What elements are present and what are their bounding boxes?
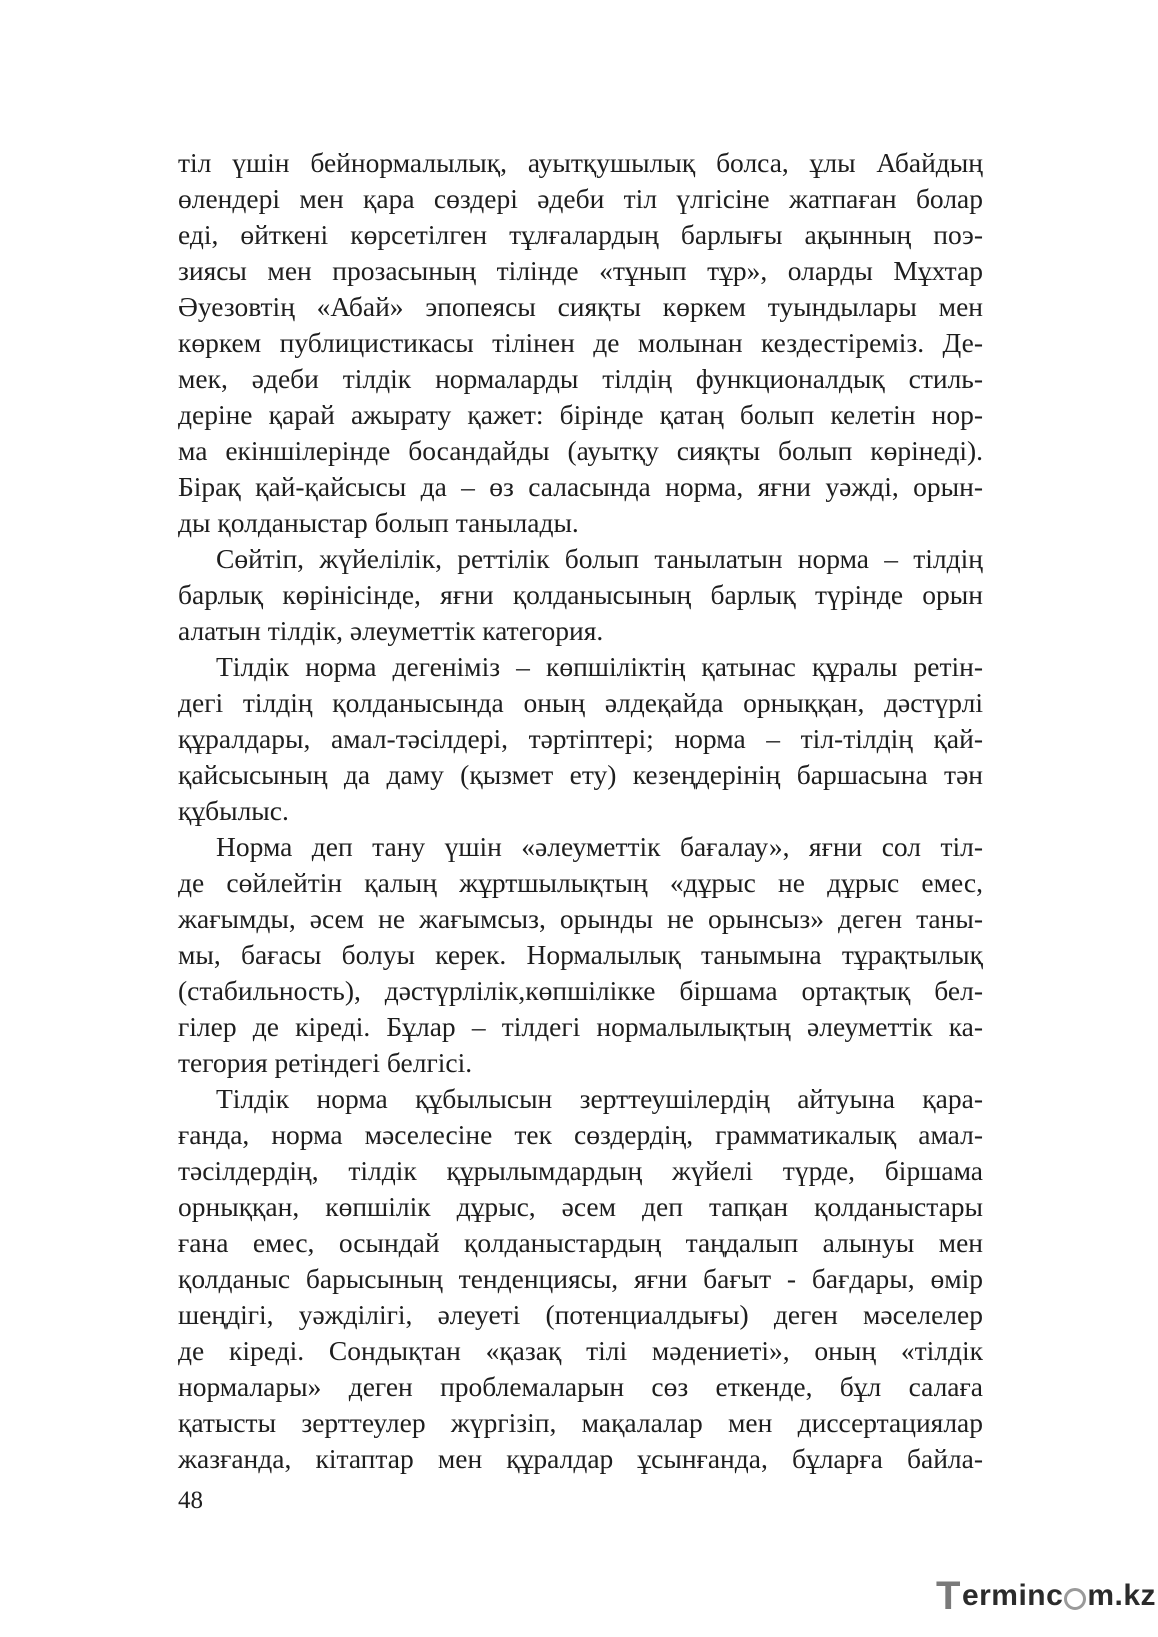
text-line: қайсысының да даму (қызмет ету) кезеңдерінің баршасына тән xyxy=(178,759,983,790)
text-line: тегория ретіндегі белгісі. xyxy=(178,1047,473,1078)
text-line: ма екіншілерінде босандайды (ауытқу сияқты болып көрінеді). xyxy=(178,435,983,466)
text-line: гілер де кіреді. Бұлар – тілдегі нормалылықтың әлеуметтік ка- xyxy=(178,1011,983,1042)
text-line: Тілдік норма құбылысын зерттеушілердің айтуына қара- xyxy=(216,1083,983,1114)
text-line: мы, бағасы болуы керек. Нормалылық танымына тұрақтылық xyxy=(178,939,983,970)
text-line: құралдары, амал-тәсілдері, тәртіптері; норма – тіл-тілдің қай- xyxy=(178,723,983,754)
paragraph xyxy=(178,541,983,649)
magnifier-icon xyxy=(1064,1588,1086,1610)
text-line: қолданыс барысының тенденциясы, яғни бағыт - бағдары, өмір xyxy=(178,1263,983,1294)
text-line: барлық көрінісінде, яғни қолданысының барлық түрінде орын xyxy=(178,579,983,610)
paragraph xyxy=(178,1081,983,1477)
page-number: 48 xyxy=(178,1487,203,1514)
text-line: ғана емес, осындай қолданыстардың таңдалып алынуы мен xyxy=(178,1227,983,1258)
text-line: ды қолданыстар болып танылады. xyxy=(178,507,579,538)
paragraph xyxy=(178,145,983,541)
text-line: жазғанда, кітаптар мен құралдар ұсынғанда, бұларға байла- xyxy=(178,1443,983,1474)
text-line: нормалары» деген проблемаларын сөз еткенде, бұл салаға xyxy=(178,1371,983,1402)
body-text xyxy=(178,145,983,1477)
text-line: өлендері мен қара сөздері әдеби тіл үлгісіне жатпаған болар xyxy=(178,183,983,214)
text-line: көркем публицистикасы тілінен де молынан кездестіреміз. Де- xyxy=(178,327,983,358)
text-line: құбылыс. xyxy=(178,795,289,826)
text-line: деріне қарай ажырату қажет: бірінде қатаң болып келетін нор- xyxy=(178,399,983,430)
paragraph xyxy=(178,649,983,829)
text-line: (стабильность), дәстүрлілік,көпшілікке біршама ортақтық бел- xyxy=(178,975,983,1006)
text-line: Норма деп тану үшін «әлеуметтік бағалау», яғни сол тіл- xyxy=(216,831,983,862)
termincom-watermark-logo xyxy=(936,1574,1156,1618)
text-line: мек, әдеби тілдік нормаларды тілдің функционалдық стиль- xyxy=(178,363,983,394)
text-line: дегі тілдің қолданысында оның әлдеқайда орныққан, дәстүрлі xyxy=(178,687,983,718)
text-line: Тілдік норма дегеніміз – көпшіліктің қатынас құралы ретін- xyxy=(216,651,983,682)
text-line: тәсілдердің, тілдік құрылымдардың жүйелі түрде, біршама xyxy=(178,1155,983,1186)
text-line: алатын тілдік, әлеуметтік категория. xyxy=(178,615,604,646)
text-line: Әуезовтің «Абай» эпопеясы сияқты көркем туындылары мен xyxy=(178,291,983,322)
text-line: Сөйтіп, жүйелілік, реттілік болып танылатын норма – тілдің xyxy=(216,543,983,574)
watermark-domain: m.kz xyxy=(1087,1579,1157,1612)
text-line: шеңдігі, уәжділігі, әлеуеті (потенциалдығы) деген мәселелер xyxy=(178,1299,983,1330)
watermark-text: erminc xyxy=(961,1579,1064,1612)
watermark-letter: T xyxy=(936,1573,961,1618)
text-line: де кіреді. Сондықтан «қазақ тілі мәдениеті», оның «тілдік xyxy=(178,1335,983,1366)
text-line: орныққан, көпшілік дұрыс, әсем деп тапқан қолданыстары xyxy=(178,1191,983,1222)
paragraph xyxy=(178,829,983,1081)
text-line: жағымды, әсем не жағымсыз, орынды не орынсыз» деген таны- xyxy=(178,903,983,934)
text-line: ғанда, норма мәселесіне тек сөздердің, грамматикалық амал- xyxy=(178,1119,983,1150)
text-line: Бірақ қай-қайсысы да – өз саласында норма, яғни уәжді, орын- xyxy=(178,471,983,502)
text-line: тіл үшін бейнормалылық, ауытқушылық болса, ұлы Абайдың xyxy=(178,147,983,178)
text-line: де сөйлейтін қалың жұртшылықтың «дұрыс не дұрыс емес, xyxy=(178,867,983,898)
text-line: қатысты зерттеулер жүргізіп, мақалалар мен диссертациялар xyxy=(178,1407,983,1438)
text-line: зиясы мен прозасының тілінде «тұнып тұр», оларды Мұхтар xyxy=(178,255,983,286)
text-line: еді, өйткені көрсетілген тұлғалардың барлығы ақынның поэ- xyxy=(178,219,983,250)
